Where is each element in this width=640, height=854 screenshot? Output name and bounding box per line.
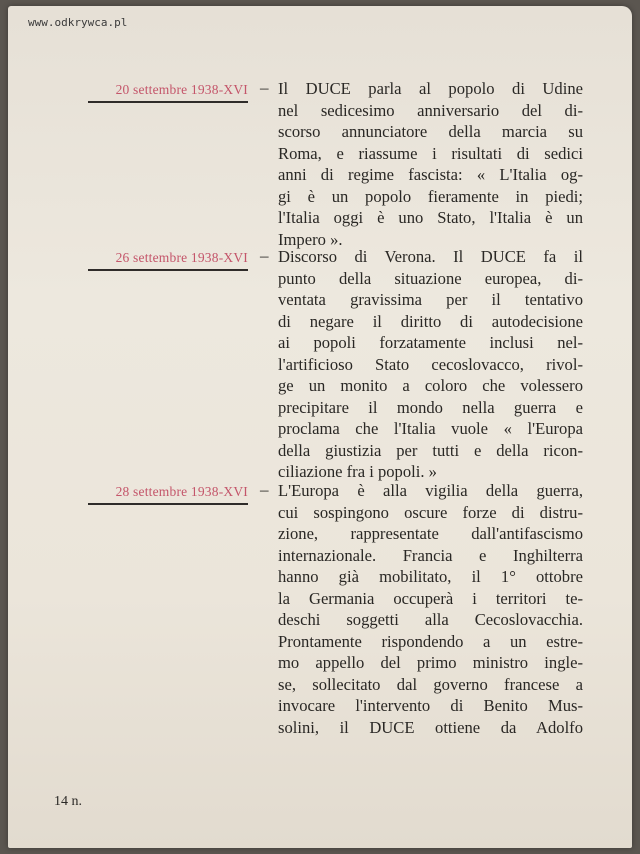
text-line: ai popoli forzatamente inclusi nel- [278,333,583,352]
text-line: L'Europa è alla vigilia della guerra, [278,481,583,500]
text-line: ventata gravissima per il tentativo [278,290,583,309]
text-line: scorso annunciatore della marcia su [278,122,583,141]
text-line: se, sollecitato dal governo francese a [278,674,583,694]
book-page [8,6,632,848]
text-line: internazionale. Francia e Inghilterra [278,545,583,565]
text-line: deschi soggetti alla Cecoslovacchia. [278,610,583,629]
entry-date: 26 settembre 1938-XVI [115,250,248,265]
text-line: mo appello del primo ministro ingle- [278,653,583,672]
entry-date: 28 settembre 1938-XVI [115,484,248,499]
text-line: nel sedicesimo anniversario del di- [278,100,583,120]
text-line: Roma, e riassume i risultati di sedici [278,143,583,163]
entry-dash: – [260,480,269,499]
text-line: Impero ». [278,229,343,249]
entry-date: 20 settembre 1938-XVI [115,82,248,97]
entry-dash: – [260,246,269,265]
entry-text [278,480,583,738]
text-line: l'Italia oggi è uno Stato, l'Italia è un [278,208,583,227]
text-line: l'artificioso Stato cecoslovacco, rivol- [278,354,583,374]
watermark: www.odkrywca.pl [28,16,128,29]
entry-text [278,246,583,483]
text-line: gi è un popolo fieramente in piedi; [278,186,583,206]
text-line: la Germania occuperà i territori te- [278,588,583,608]
text-line: Prontamente rispondendo a un estre- [278,631,583,651]
text-line: Discorso di Verona. Il DUCE fa il [278,247,583,266]
text-line: precipitare il mondo nella guerra e [278,397,583,417]
date-underline [88,101,248,103]
text-line: di negare il diritto di autodecisione [278,311,583,331]
text-line: anni di regime fascista: « L'Italia og- [278,165,583,184]
text-line: invocare l'intervento di Benito Mus- [278,696,583,715]
text-line: ciliazione fra i popoli. » [278,462,437,481]
entry-dash: – [260,78,269,97]
text-line: della giustizia per tutti e della ricon- [278,440,583,460]
text-line: hanno già mobilitato, il 1° ottobre [278,567,583,586]
text-line: cui sospingono oscure forze di distru- [278,502,583,522]
text-line: ge un monito a coloro che volessero [278,376,583,395]
page-number: 14 n. [54,794,82,809]
entry-text [278,78,583,250]
text-line: proclama che l'Italia vuole « l'Europa [278,419,583,438]
date-underline [88,269,248,271]
text-line: solini, il DUCE ottiene da Adolfo [278,717,583,737]
date-underline [88,503,248,505]
text-line: Il DUCE parla al popolo di Udine [278,79,583,98]
text-line: punto della situazione europea, di- [278,268,583,288]
text-line: zione, rappresentate dall'antifascismo [278,524,583,543]
